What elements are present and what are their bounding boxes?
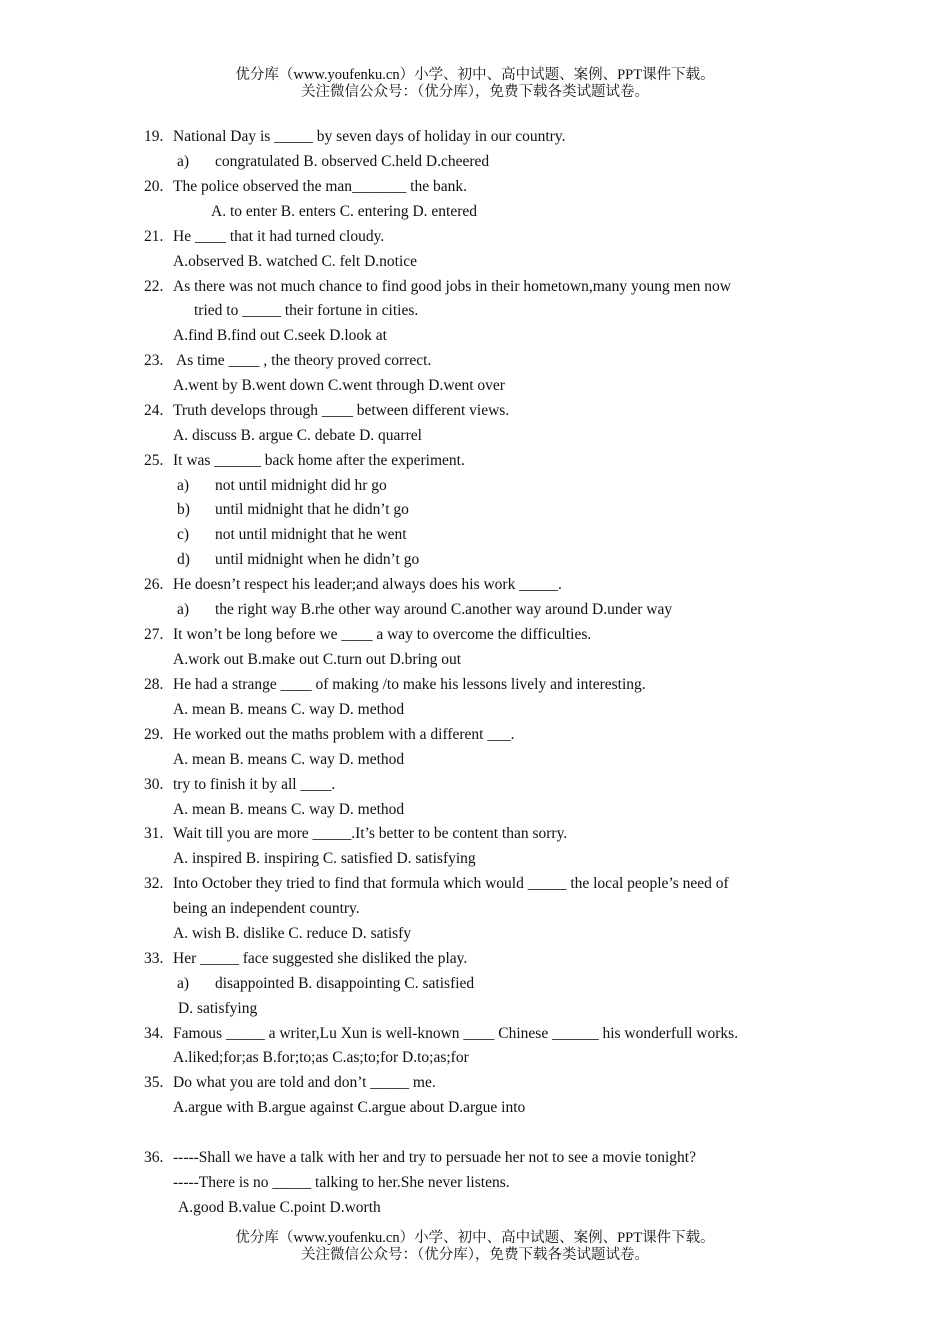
option-25b: b) until midnight that he didn’t go bbox=[177, 501, 409, 518]
options-31: A. inspired B. inspiring C. satisfied D. satisfying bbox=[173, 850, 476, 867]
question-23: 23. As time ____ , the theory proved correct. bbox=[144, 352, 432, 369]
footer-line-1: 优分库（www.youfenku.cn）小学、初中、高中试题、案例、PPT课件下载。 bbox=[235, 1230, 715, 1246]
options-19: a) congratulated B. observed C.held D.cheered bbox=[177, 153, 490, 170]
option-25c: c) not until midnight that he went bbox=[177, 526, 407, 543]
question-30: 30. try to finish it by all ____. bbox=[144, 776, 336, 793]
question-21: 21. He ____ that it had turned cloudy. bbox=[144, 228, 385, 245]
question-22-cont: tried to _____ their fortune in cities. bbox=[194, 302, 419, 319]
question-32-cont: being an independent country. bbox=[173, 900, 360, 917]
footer-line-2: 关注微信公众号：（优分库），免费下载各类试题试卷。 bbox=[301, 1247, 649, 1263]
page-header bbox=[0, 67, 950, 101]
header-line-1: 优分库（www.youfenku.cn）小学、初中、高中试题、案例、PPT课件下载。 bbox=[235, 67, 715, 83]
question-33: 33. Her _____ face suggested she disliked the play. bbox=[144, 950, 468, 967]
options-28: A. mean B. means C. way D. method bbox=[173, 701, 405, 718]
options-33-cont: D. satisfying bbox=[178, 1000, 258, 1017]
options-34: A.liked;for;as B.for;to;as C.as;to;for D.to;as;for bbox=[173, 1049, 469, 1066]
options-23: A.went by B.went down C.went through D.went over bbox=[173, 377, 505, 394]
options-30: A. mean B. means C. way D. method bbox=[173, 801, 405, 818]
options-21: A.observed B. watched C. felt D.notice bbox=[173, 253, 418, 270]
question-32: 32. Into October they tried to find that formula which would _____ the local people’s need of bbox=[144, 875, 729, 892]
options-22: A.find B.find out C.seek D.look at bbox=[173, 327, 387, 344]
question-26: 26. He doesn’t respect his leader;and always does his work _____. bbox=[144, 576, 562, 593]
question-19: 19. National Day is _____ by seven days of holiday in our country. bbox=[144, 128, 566, 145]
options-33: a) disappointed B. disappointing C. satisfied bbox=[177, 975, 475, 992]
question-22: 22. As there was not much chance to find good jobs in their hometown,many young men now bbox=[144, 278, 731, 295]
options-20: A. to enter B. enters C. entering D. entered bbox=[211, 203, 477, 220]
options-26: a) the right way B.rhe other way around C.another way around D.under way bbox=[177, 601, 673, 618]
option-25a: a) not until midnight did hr go bbox=[177, 477, 387, 494]
options-24: A. discuss B. argue C. debate D. quarrel bbox=[173, 427, 422, 444]
options-29: A. mean B. means C. way D. method bbox=[173, 751, 405, 768]
question-25: 25. It was ______ back home after the experiment. bbox=[144, 452, 465, 469]
question-34: 34. Famous _____ a writer,Lu Xun is well-known ____ Chinese ______ his wonderfull works. bbox=[144, 1025, 739, 1042]
question-28: 28. He had a strange ____ of making /to make his lessons lively and interesting. bbox=[144, 676, 646, 693]
option-25d: d) until midnight when he didn’t go bbox=[177, 551, 420, 568]
question-29: 29. He worked out the maths problem with a different ___. bbox=[144, 726, 515, 743]
options-35: A.argue with B.argue against C.argue about D.argue into bbox=[173, 1099, 526, 1116]
options-27: A.work out B.make out C.turn out D.bring out bbox=[173, 651, 462, 668]
options-32: A. wish B. dislike C. reduce D. satisfy bbox=[173, 925, 412, 942]
question-31: 31. Wait till you are more _____.It’s better to be content than sorry. bbox=[144, 825, 568, 842]
options-36: A.good B.value C.point D.worth bbox=[178, 1199, 381, 1216]
question-27: 27. It won’t be long before we ____ a way to overcome the difficulties. bbox=[144, 626, 592, 643]
header-line-2: 关注微信公众号：（优分库），免费下载各类试题试卷。 bbox=[301, 84, 649, 100]
question-24: 24. Truth develops through ____ between different views. bbox=[144, 402, 510, 419]
page-footer bbox=[0, 1230, 950, 1264]
question-36-reply: -----There is no _____ talking to her.She never listens. bbox=[173, 1174, 510, 1191]
question-35: 35. Do what you are told and don’t _____ me. bbox=[144, 1074, 436, 1091]
question-36: 36. -----Shall we have a talk with her and try to persuade her not to see a movie tonight? bbox=[144, 1149, 696, 1166]
question-20: 20. The police observed the man_______ the bank. bbox=[144, 178, 467, 195]
